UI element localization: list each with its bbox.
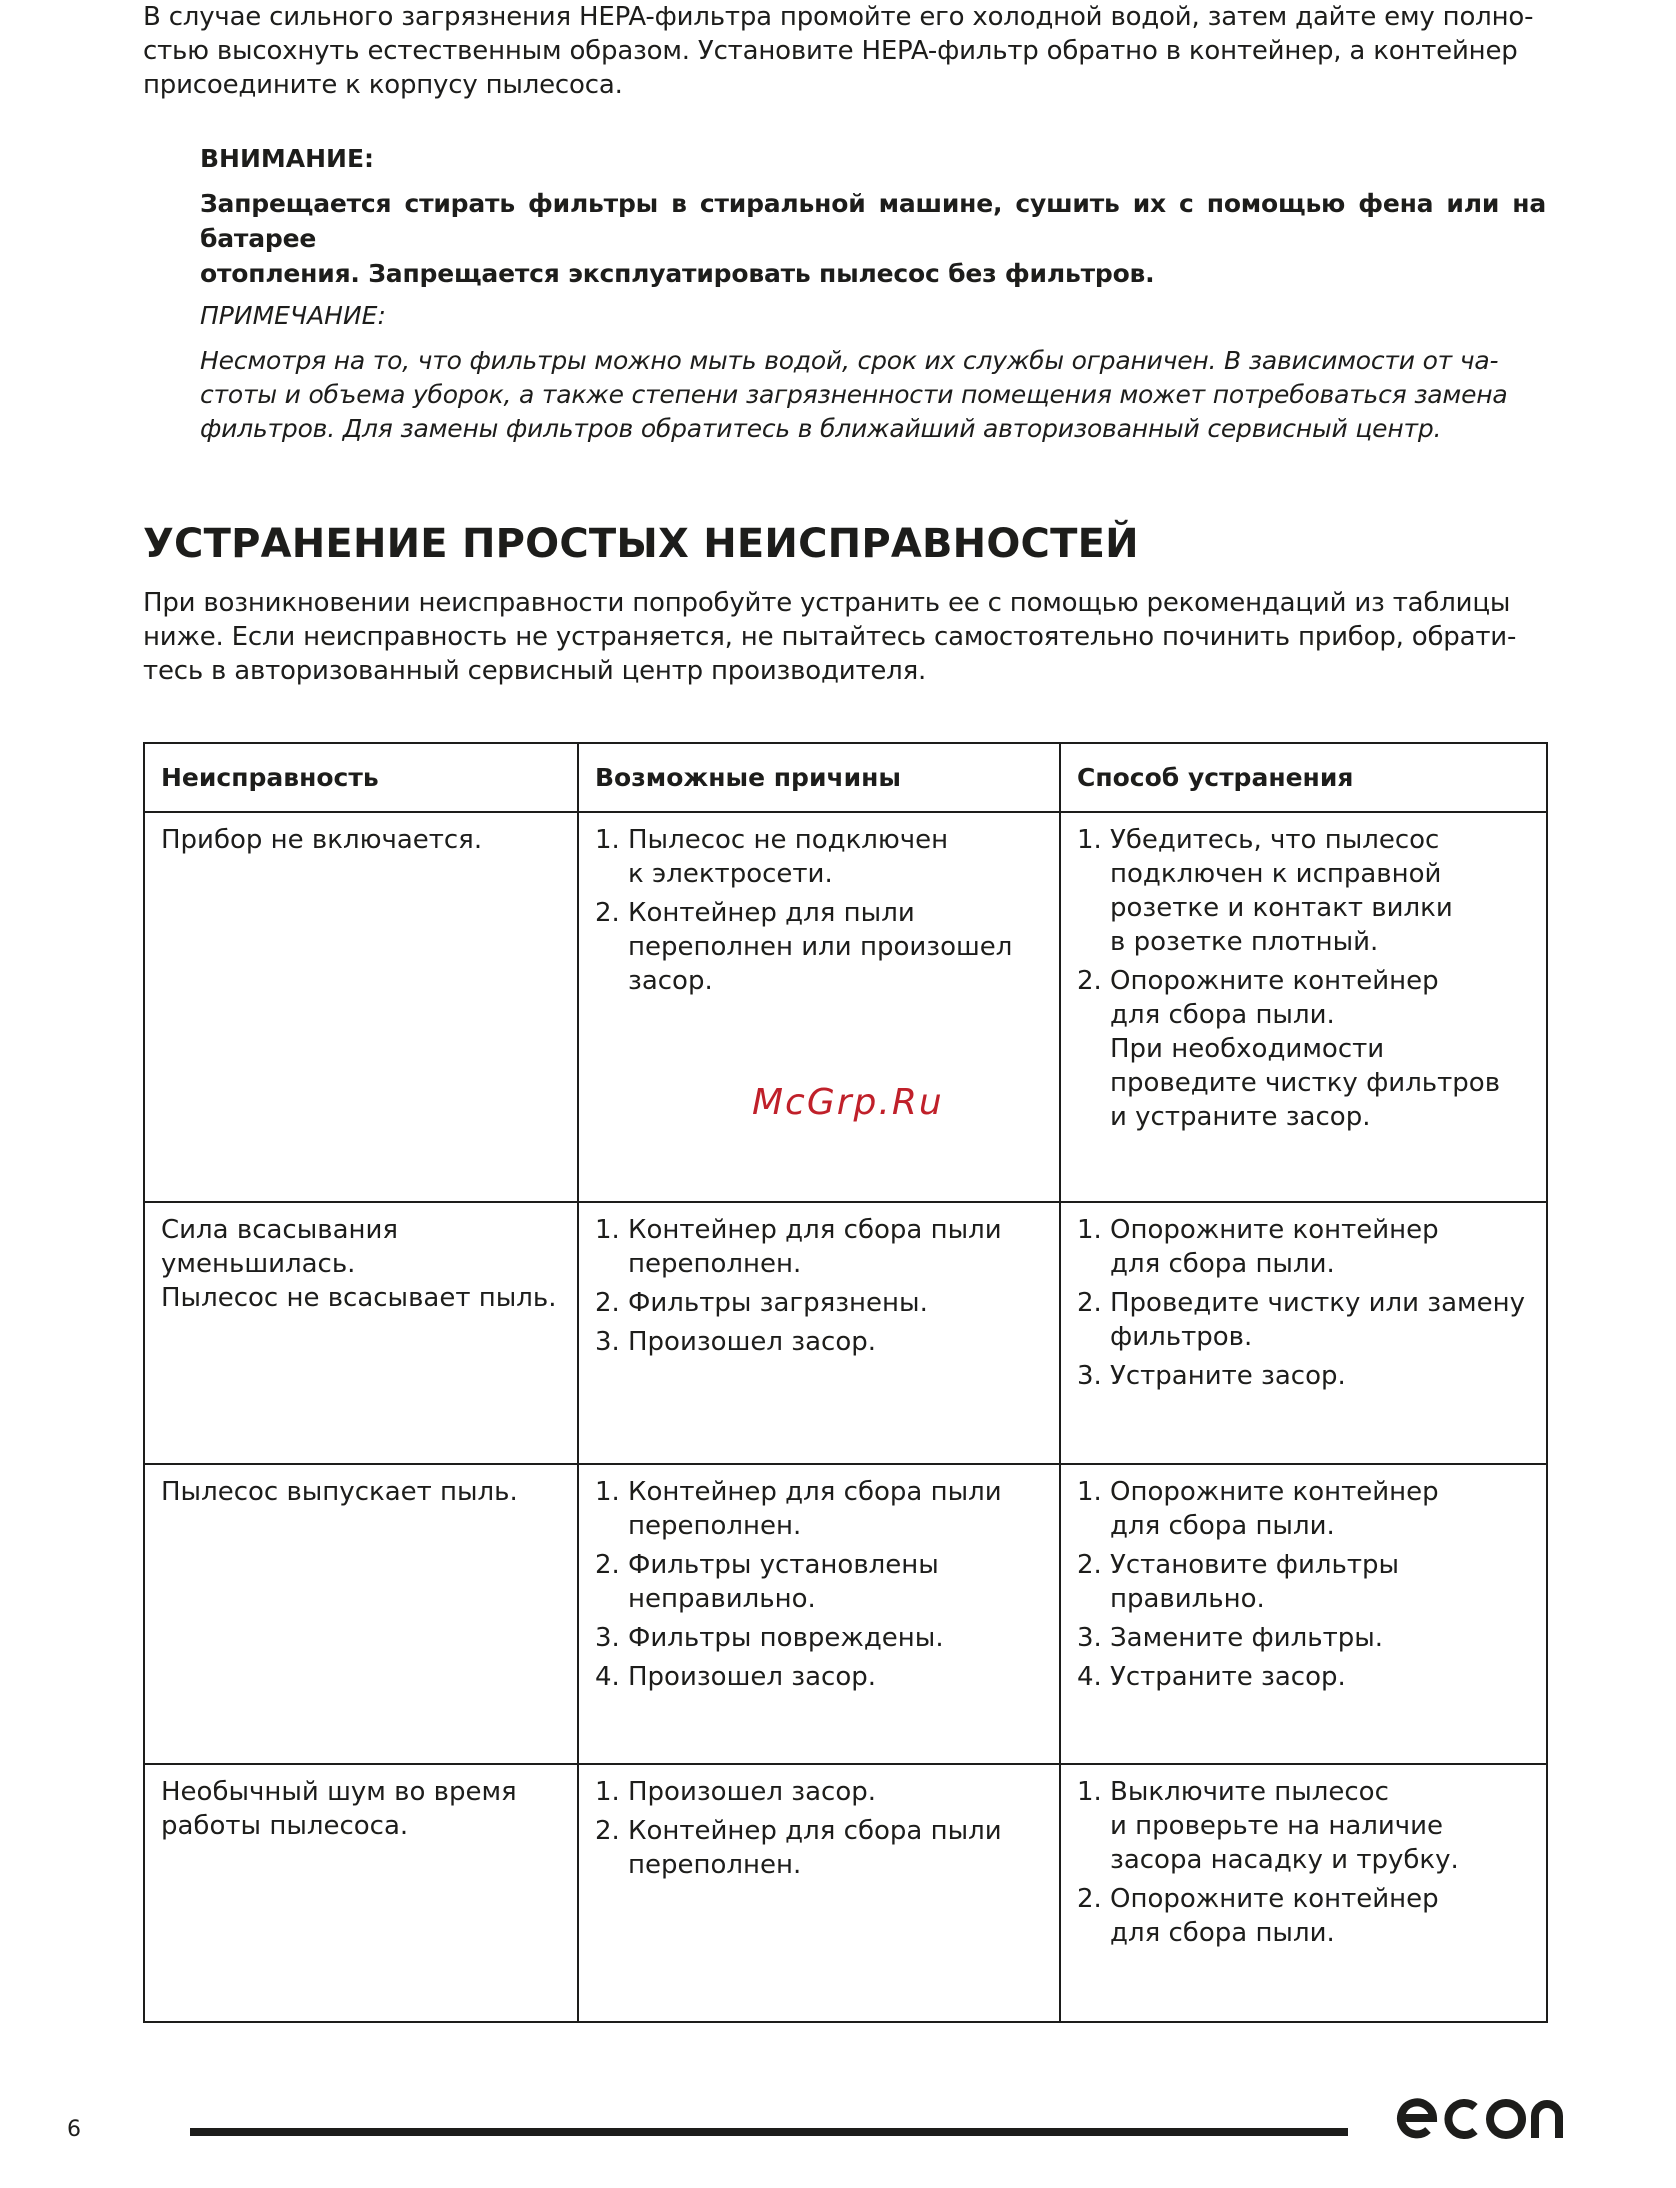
solutions-list [1077, 1213, 1532, 1393]
list-item-number: 2. [595, 1288, 620, 1318]
list-item-text: Замените фильтры. [1110, 1623, 1384, 1653]
causes-list [595, 1213, 1045, 1359]
causes-list [595, 1475, 1045, 1694]
causes-list [595, 823, 1045, 998]
solutions-list [1077, 1775, 1532, 1950]
list-item [1077, 1775, 1532, 1877]
list-item-text: Контейнер для сбора пыли переполнен. [628, 1215, 1002, 1279]
solutions-cell [1060, 1202, 1547, 1464]
footer-rule [190, 2128, 1348, 2136]
problem-text: Необычный шум во время работы пылесоса. [161, 1777, 517, 1841]
list-item-number: 1. [595, 1477, 620, 1507]
note-heading: ПРИМЕЧАНИЕ: [200, 301, 386, 330]
watermark: McGrp.Ru [752, 1082, 944, 1123]
list-item-number: 2. [1077, 1550, 1102, 1580]
list-item [595, 1775, 1045, 1809]
causes-cell [578, 1202, 1060, 1464]
list-item-text: Произошел засор. [628, 1777, 876, 1807]
header-problem: Неисправность [144, 743, 578, 812]
list-item-text: Устраните засор. [1110, 1662, 1346, 1692]
table-row [144, 1764, 1547, 2022]
list-item [1077, 1213, 1532, 1281]
list-item-text: Выключите пылесос и проверьте на наличие засора насадку и трубку. [1110, 1777, 1459, 1875]
list-item-text: Опорожните контейнер для сбора пыли. [1110, 1477, 1439, 1541]
page-number: 6 [67, 2117, 81, 2142]
list-item-text: Опорожните контейнер для сбора пыли. При необходимости проведите чистку фильтров и устраните засор. [1110, 966, 1501, 1132]
list-item-number: 2. [1077, 1884, 1102, 1914]
list-item [1077, 1621, 1532, 1655]
causes-cell [578, 1764, 1060, 2022]
solutions-cell [1060, 1764, 1547, 2022]
table-row [144, 1464, 1547, 1764]
list-item-text: Опорожните контейнер для сбора пыли. [1110, 1215, 1439, 1279]
note-text: Несмотря на то, что фильтры можно мыть водой, срок их службы ограничен. В зависимости от ча- стоты и объема уборок, а также степени загрязненности помещения может потребоваться замена фильтров. Для замены фильтров обратитесь в ближайший авторизованный сервисный центр. [200, 346, 1508, 443]
problem-text: Сила всасывания уменьшилась. Пылесос не всасывает пыль. [161, 1215, 557, 1313]
list-item-number: 3. [595, 1623, 620, 1653]
list-item-number: 1. [1077, 1215, 1102, 1245]
header-solutions: Способ устранения [1060, 743, 1547, 812]
list-item-text: Контейнер для сбора пыли переполнен. [628, 1816, 1002, 1880]
list-item [1077, 1475, 1532, 1543]
list-item [1077, 1359, 1532, 1393]
list-item [595, 1814, 1045, 1882]
list-item-text: Опорожните контейнер для сбора пыли. [1110, 1884, 1439, 1948]
list-item-number: 1. [595, 1777, 620, 1807]
list-item [595, 1621, 1045, 1655]
problem-cell [144, 1764, 578, 2022]
list-item-number: 2. [595, 898, 620, 928]
intro-paragraph: В случае сильного загрязнения HEPA-фильтра промойте его холодной водой, затем дайте ему полно- стью высохнуть естественным образом. Установите HEPA-фильтр обратно в контейнер, а контейнер присоедините к корпусу пылесоса. [143, 2, 1534, 100]
problem-text: Пылесос выпускает пыль. [161, 1477, 518, 1507]
list-item-text: Фильтры установлены неправильно. [628, 1550, 939, 1614]
econ-logo [1393, 2088, 1573, 2152]
list-item-text: Произошел засор. [628, 1662, 876, 1692]
problem-cell [144, 1202, 578, 1464]
list-item [595, 1660, 1045, 1694]
econ-logo-icon [1393, 2088, 1573, 2148]
problem-cell [144, 812, 578, 1202]
list-item [1077, 1882, 1532, 1950]
list-item [1077, 964, 1532, 1134]
warning-heading: ВНИМАНИЕ: [200, 144, 375, 173]
list-item [1077, 1548, 1532, 1616]
list-item-number: 1. [595, 825, 620, 855]
list-item-text: Контейнер для пыли переполнен или произошел засор. [628, 898, 1013, 996]
solutions-list [1077, 823, 1532, 1134]
list-item-number: 2. [1077, 1288, 1102, 1318]
causes-cell [578, 812, 1060, 1202]
solutions-list [1077, 1475, 1532, 1694]
table-row [144, 1202, 1547, 1464]
list-item-number: 2. [595, 1550, 620, 1580]
list-item [595, 1548, 1045, 1616]
list-item-number: 4. [595, 1662, 620, 1692]
solutions-cell [1060, 1464, 1547, 1764]
list-item-text: Установите фильтры правильно. [1110, 1550, 1399, 1614]
table-header-row [144, 743, 1547, 812]
causes-list [595, 1775, 1045, 1882]
section-title: УСТРАНЕНИЕ ПРОСТЫХ НЕИСПРАВНОСТЕЙ [143, 521, 1139, 567]
solutions-cell [1060, 812, 1547, 1202]
list-item-number: 4. [1077, 1662, 1102, 1692]
list-item-number: 2. [1077, 966, 1102, 996]
list-item [1077, 823, 1532, 959]
table-row [144, 812, 1547, 1202]
troubleshooting-table [143, 742, 1548, 2023]
list-item [1077, 1660, 1532, 1694]
header-causes: Возможные причины [578, 743, 1060, 812]
list-item-number: 1. [1077, 825, 1102, 855]
list-item-number: 3. [1077, 1623, 1102, 1653]
list-item-text: Фильтры повреждены. [628, 1623, 944, 1653]
list-item [595, 1325, 1045, 1359]
warning-text: Запрещается стирать фильтры в стиральной машине, сушить их с помощью фена или на батарее отопления. Запрещается эксплуатировать пылесос без фильтров. [200, 189, 1546, 288]
list-item-text: Проведите чистку или замену фильтров. [1110, 1288, 1526, 1352]
list-item-text: Пылесос не подключен к электросети. [628, 825, 949, 889]
list-item-text: Убедитесь, что пылесос подключен к исправной розетке и контакт вилки в розетке плотный. [1110, 825, 1453, 957]
problem-text: Прибор не включается. [161, 825, 483, 855]
causes-cell [578, 1464, 1060, 1764]
list-item-number: 1. [1077, 1777, 1102, 1807]
list-item [595, 1213, 1045, 1281]
list-item [1077, 1286, 1532, 1354]
list-item [595, 896, 1045, 998]
list-item [595, 1475, 1045, 1543]
list-item-text: Произошел засор. [628, 1327, 876, 1357]
list-item [595, 823, 1045, 891]
list-item-number: 1. [595, 1215, 620, 1245]
list-item-number: 1. [1077, 1477, 1102, 1507]
list-item-text: Контейнер для сбора пыли переполнен. [628, 1477, 1002, 1541]
list-item [595, 1286, 1045, 1320]
problem-cell [144, 1464, 578, 1764]
list-item-number: 3. [595, 1327, 620, 1357]
list-item-text: Фильтры загрязнены. [628, 1288, 928, 1318]
list-item-number: 2. [595, 1816, 620, 1846]
list-item-number: 3. [1077, 1361, 1102, 1391]
section-intro: При возникновении неисправности попробуйте устранить ее с помощью рекомендаций из таблицы ниже. Если неисправность не устраняется, не пытайтесь самостоятельно починить прибор, обрати- тесь в авторизованный сервисный центр производителя. [143, 588, 1517, 686]
list-item-text: Устраните засор. [1110, 1361, 1346, 1391]
